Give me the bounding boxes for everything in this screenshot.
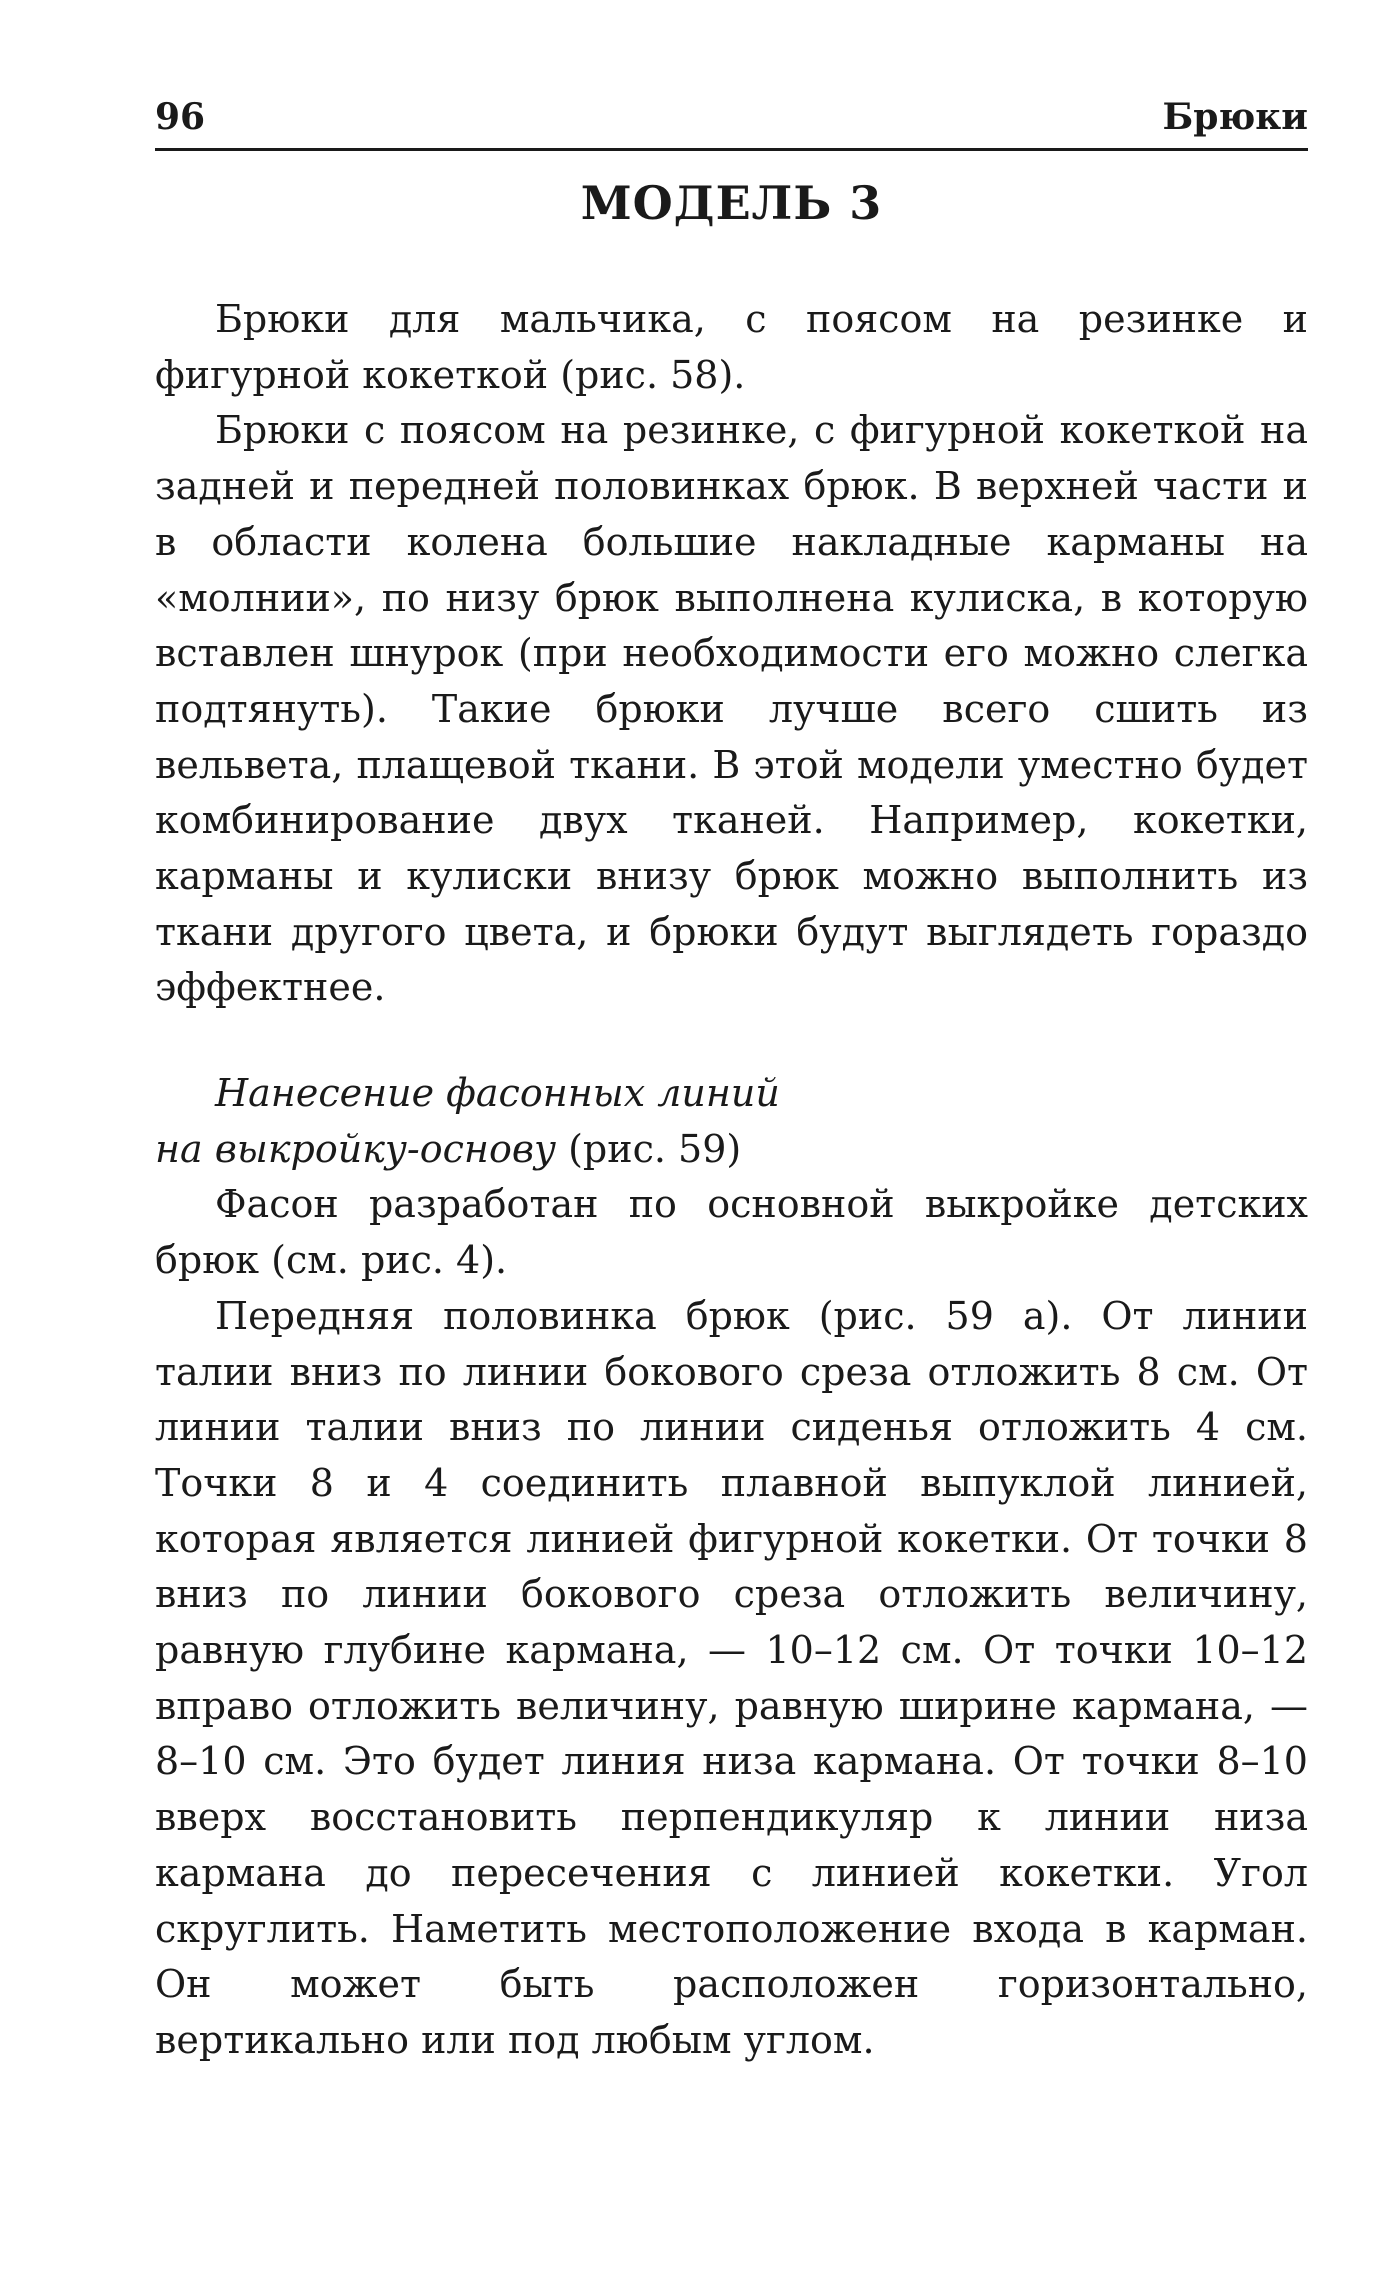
intro-paragraph-1: Брюки для мальчика, с поясом на резинке и фигурной кокеткой (рис. 58).	[155, 297, 1308, 397]
page-header	[155, 92, 1308, 151]
intro-text	[155, 292, 1308, 1016]
section-heading-line-2: на выкройку-основу	[155, 1126, 557, 1171]
section-heading	[155, 1066, 1308, 1177]
section-heading-line-1: Нанесение фасонных линий	[215, 1071, 780, 1115]
section-paragraph-1: Фасон разработан по основной выкройке детских брюк (см. рис. 4).	[155, 1182, 1308, 1283]
page-number: 96	[155, 96, 206, 138]
model-title: МОДЕЛЬ 3	[580, 176, 883, 230]
section-paragraph-2: Передняя половинка брюк (рис. 59 а). От линии талии вниз по линии бокового среза отложить 8 см. От линии талии вниз по линии сиденья отложить 4 см. Точки 8 и 4 соединить плавной выпуклой линией, которая является линией фигурной кокетки. От точки 8 вниз по линии бокового среза отложить величину, равную глубине кармана, — 10–12 см. От точки 10–12 вправо отложить величину, равную ширине кармана, — 8–10 см. Это будет линия низа кармана. От точки 8–10 вверх восстановить перпендикуляр к линии низа кармана до пересечения с линией кокетки. Угол скруглить. Наметить местоположение входа в карман. Он может быть расположен горизонтально, вертикально или под любым углом.	[155, 1293, 1308, 2062]
intro-paragraph-2: Брюки с поясом на резинке, с фигурной кокеткой на задней и передней половинках брюк. В верхней части и в области колена большие накладные карманы на «молнии», по низу брюк выполнена кулиска, в которую вставлен шнурок (при необходимости его можно слегка подтянуть). Такие брюки лучше всего сшить из вельвета, плащевой ткани. В этой модели уместно будет комбинирование двух тканей. Например, кокетки, карманы и кулиски внизу брюк можно выполнить из ткани другого цвета, и брюки будут выглядеть гораздо эффектнее.	[155, 408, 1308, 1010]
section-heading-figure-ref: (рис. 59)	[556, 1126, 742, 1171]
running-title: Брюки	[1162, 96, 1308, 138]
section-text	[155, 1066, 1308, 2069]
